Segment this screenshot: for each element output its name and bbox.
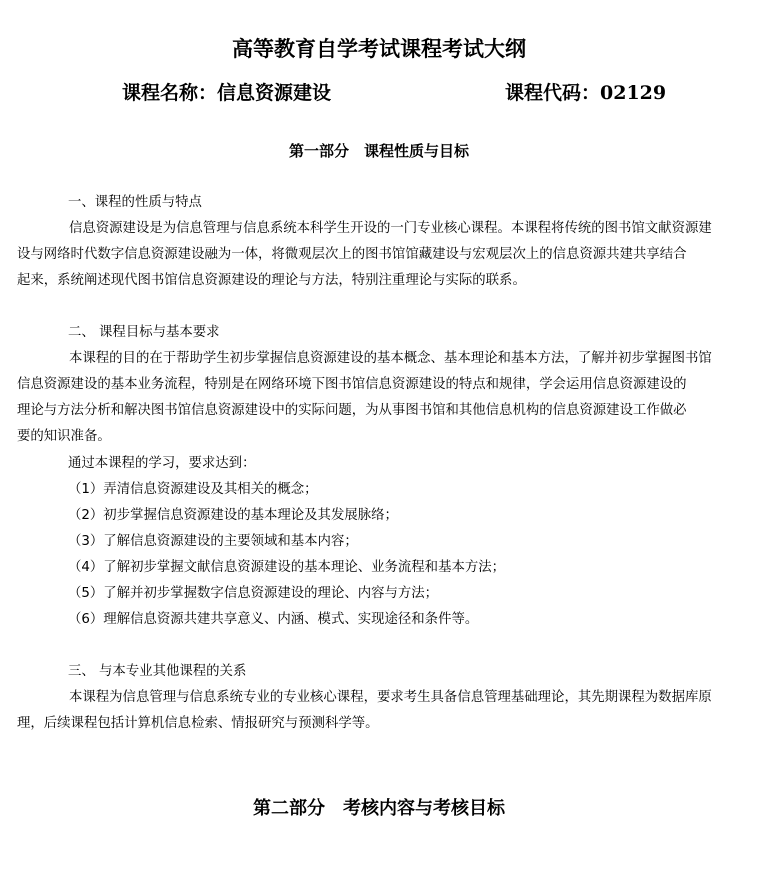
section2-intro: 通过本课程的学习，要求达到：: [68, 456, 256, 471]
paragraph-line: 要的知识准备。: [17, 429, 111, 444]
paragraph-line: 信息资源建设是为信息管理与信息系统本科学生开设的一门专业核心课程。本课程将传统的图书馆文献资源建: [69, 221, 712, 236]
paragraph-line: 设与网络时代数字信息资源建设融为一体，将微观层次上的图书馆馆藏建设与宏观层次上的信息资源共建共享结合: [17, 247, 687, 262]
part2-title: 第二部分 考核内容与考核目标: [253, 798, 505, 819]
document-title: 高等教育自学考试课程考试大纲: [232, 36, 526, 61]
objective-item: （5）了解并初步掌握数字信息资源建设的理论、内容与方法；: [68, 586, 439, 601]
paragraph-line: 理论与方法分析和解决图书馆信息资源建设中的实际问题，为从事图书馆和其他信息机构的信息资源建设工作做必: [17, 403, 687, 418]
section3-paragraph: [17, 685, 744, 737]
objective-item: （3）了解信息资源建设的主要领域和基本内容；: [68, 534, 358, 549]
section2-paragraph: [17, 346, 744, 450]
course-name: 课程名称：信息资源建设: [122, 82, 332, 104]
objective-item: （4）了解初步掌握文献信息资源建设的基本理论、业务流程和基本方法；: [68, 560, 506, 575]
paragraph-line: 本课程为信息管理与信息系统专业的专业核心课程，要求考生具备信息管理基础理论，其先期课程为数据库原: [69, 690, 712, 705]
course-info-row: [0, 78, 758, 108]
section3-heading: 三、 与本专业其他课程的关系: [68, 664, 247, 679]
paragraph-line: 本课程的目的在于帮助学生初步掌握信息资源建设的基本概念、基本理论和基本方法，了解并初步掌握图书馆: [69, 351, 712, 366]
section1-paragraph: [17, 216, 744, 294]
objective-item: （6）理解信息资源共建共享意义、内涵、模式、实现途径和条件等。: [68, 612, 479, 627]
objective-item: （1）弄清信息资源建设及其相关的概念；: [68, 482, 318, 497]
paragraph-line: 起来，系统阐述现代图书馆信息资源建设的理论与方法，特别注重理论与实际的联系。: [17, 273, 526, 288]
section2-heading: 二、 课程目标与基本要求: [68, 325, 220, 340]
paragraph-line: 理，后续课程包括计算机信息检索、情报研究与预测科学等。: [17, 716, 379, 731]
paragraph-line: 信息资源建设的基本业务流程，特别是在网络环境下图书馆信息资源建设的特点和规律，学会运用信息资源建设的: [17, 377, 687, 392]
part1-title: 第一部分 课程性质与目标: [288, 142, 469, 160]
course-code: 课程代码：02129: [505, 82, 667, 104]
objective-item: （2）初步掌握信息资源建设的基本理论及其发展脉络；: [68, 508, 398, 523]
section1-heading: 一、课程的性质与特点: [68, 195, 202, 210]
